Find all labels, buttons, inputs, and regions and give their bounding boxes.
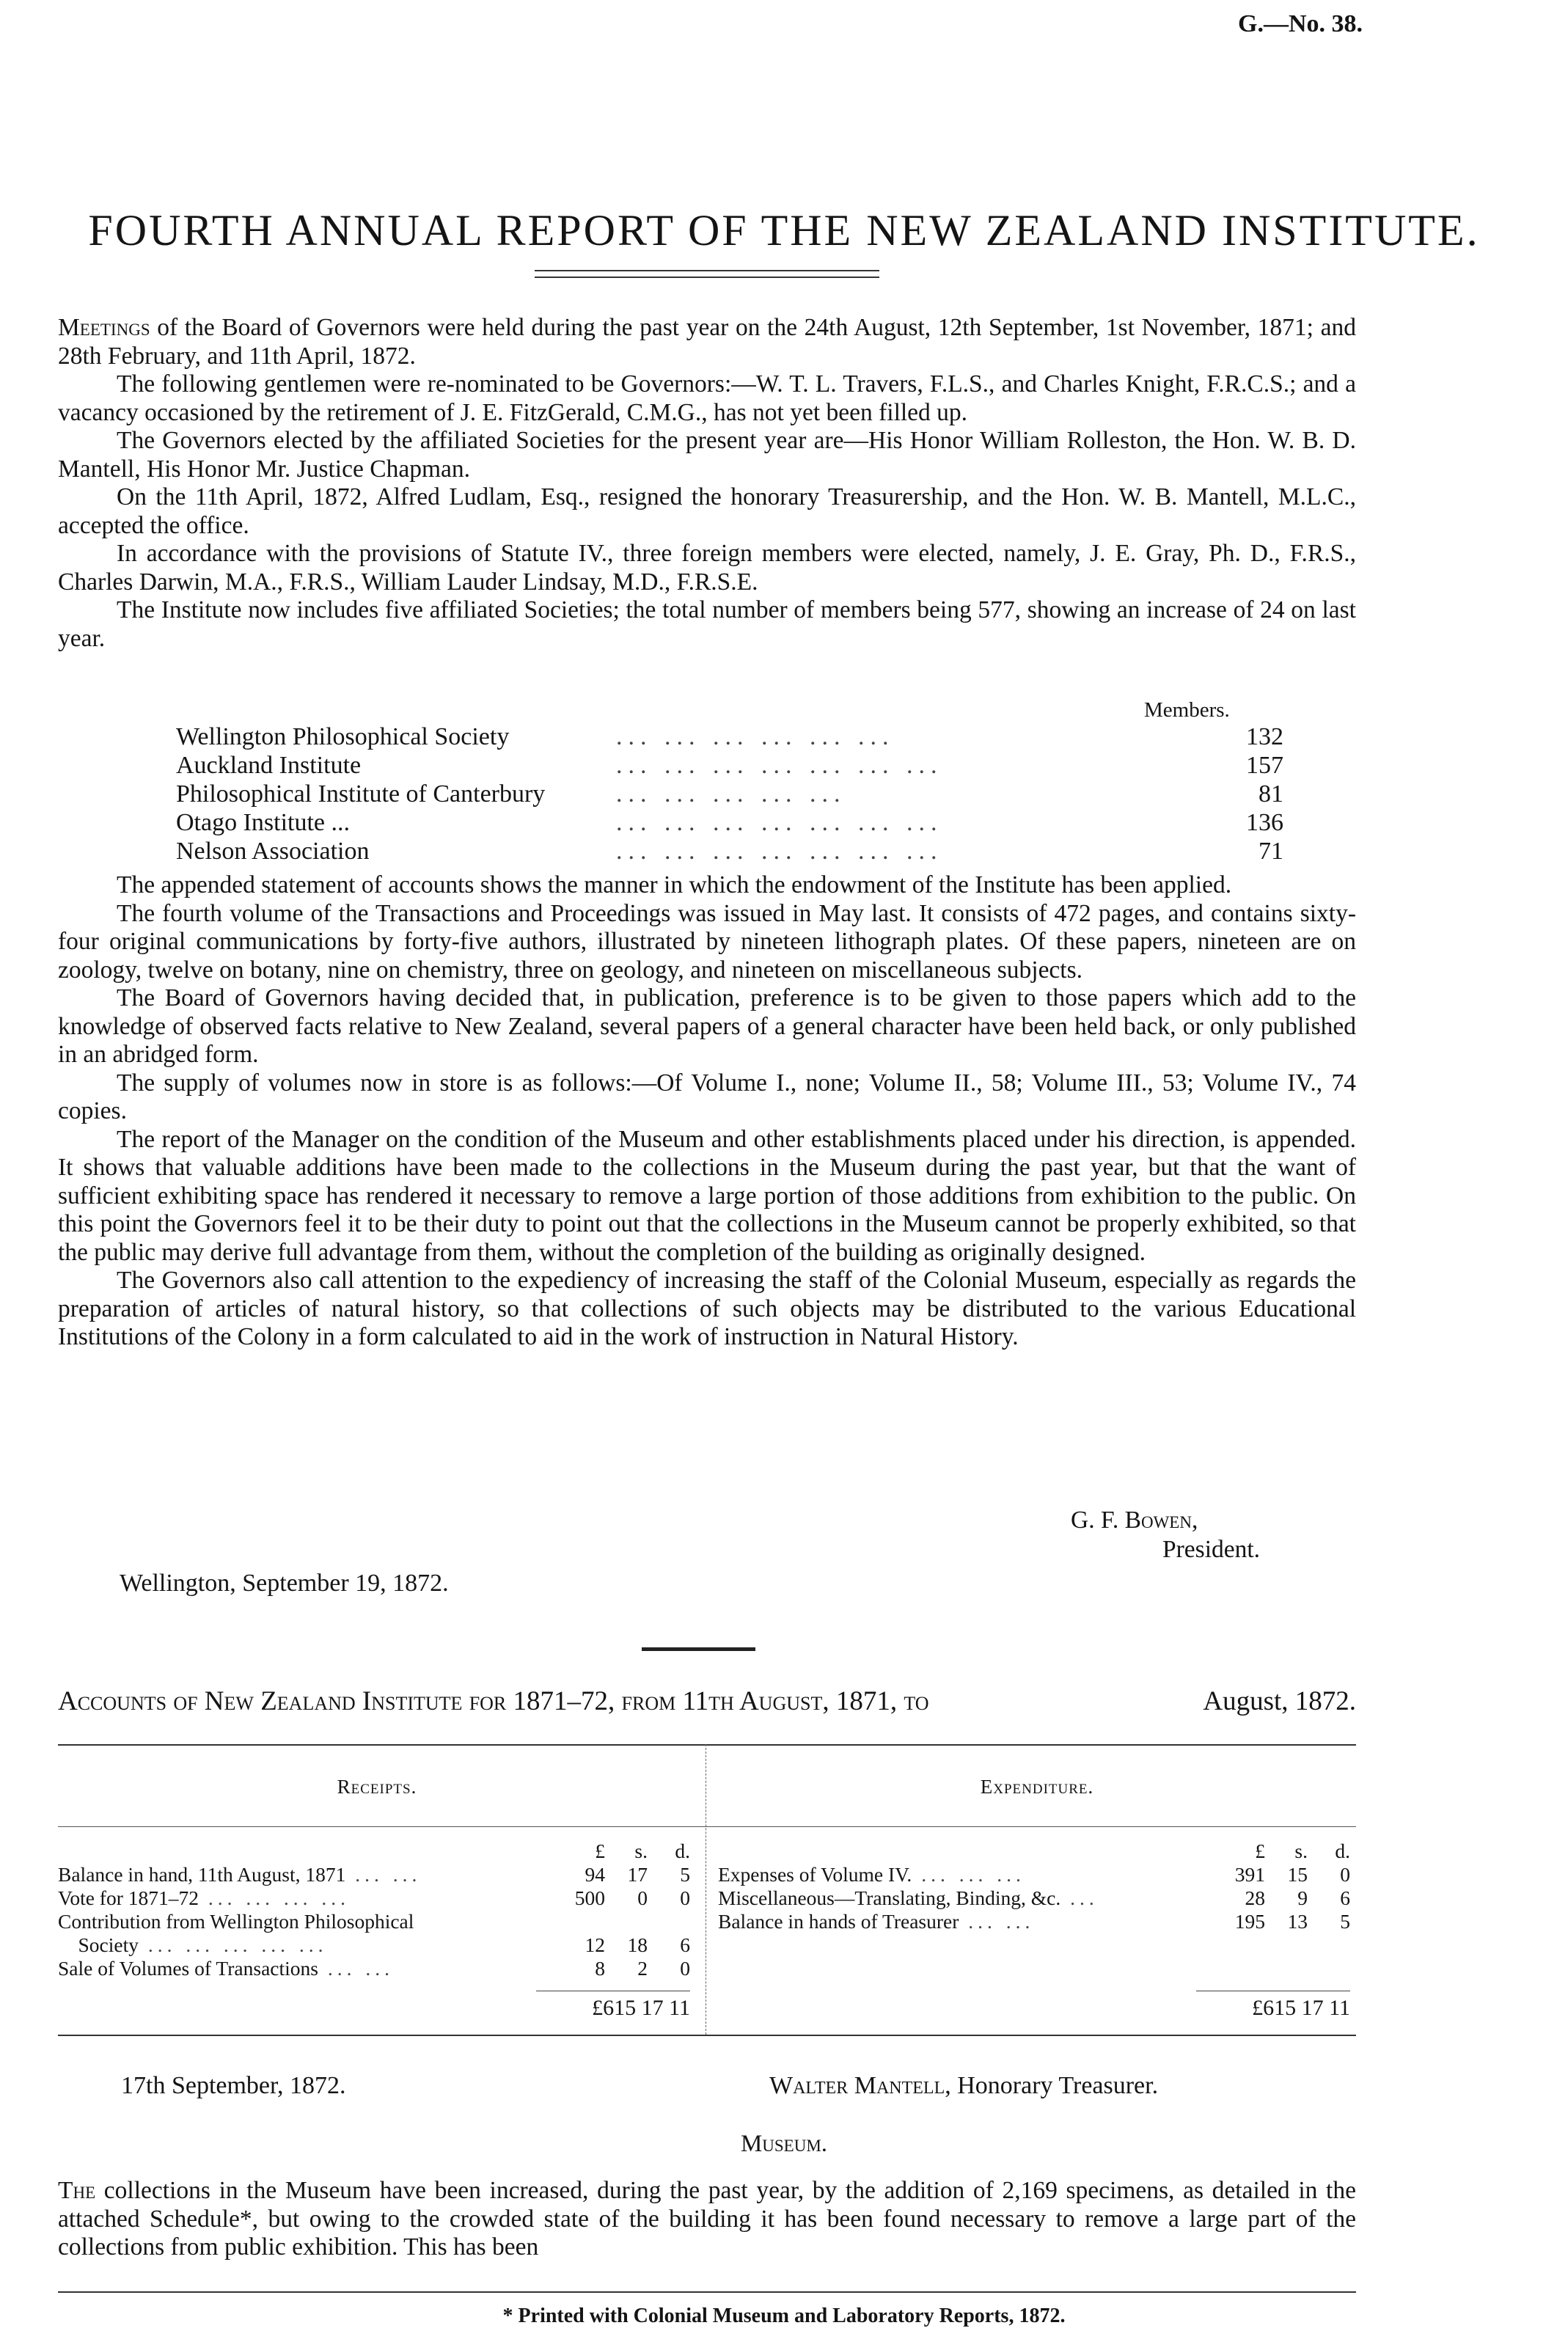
expenditure-column bbox=[718, 1744, 1356, 2035]
expenditure-row: Miscellaneous—Translating, Binding, &c. ... 28 9 6 bbox=[718, 1886, 1350, 1909]
museum-lead-word: The bbox=[58, 2177, 96, 2204]
footnote: * Printed with Colonial Museum and Laboratory Reports, 1872. bbox=[502, 2305, 1066, 2327]
receipt-row: Contribution from Wellington Philosophical bbox=[58, 1910, 414, 1933]
intro-paragraph-4: On the 11th April, 1872, Alfred Ludlam, Esq., resigned the honorary Treasurership, and the Hon. W. B. Mantell, M.L.C., accepted the office. bbox=[58, 483, 1356, 539]
society-name: Auckland Institute bbox=[176, 752, 362, 779]
intro-paragraph-2: The following gentlemen were re-nominated to be Governors:—W. T. L. Travers, F.L.S., and Charles Knight, F.R.C.S.; and a vacancy occasioned by the retirement of J. E. FitzGerald, C.M.G., has not yet been filled up. bbox=[58, 370, 1356, 426]
intro-paragraph-1: Meetings of the Board of Governors were held during the past year on the 24th August, 12th September, 1st November, 1871; and 28th February, and 11th April, 1872. bbox=[58, 314, 1356, 370]
receipts-heading: Receipts. bbox=[337, 1776, 417, 1798]
body-paragraph: The supply of volumes now in store is as follows:—Of Volume I., none; Volume II., 58; Volume III., 53; Volume IV., 74 copies. bbox=[58, 1069, 1356, 1124]
expenditure-row: Balance in hands of Treasurer ... ... 195 13 5 bbox=[718, 1910, 1350, 1933]
paper-number: G.—No. 38. bbox=[1238, 10, 1363, 37]
body-paragraph: The fourth volume of the Transactions and Proceedings was issued in May last. It consists of 472 pages, and contains sixty-four original communications by forty-five authors, illustrated by nineteen lithograph plates. Of these papers, nineteen are on zoology, twelve on botany, nine on chemistry, three on geology, and nineteen on miscellaneous subjects. bbox=[58, 899, 1356, 984]
intro-paragraph-5: In accordance with the provisions of Statute IV., three foreign members were elected, namely, J. E. Gray, Ph. D., F.R.S., Charles Darwin, M.A., F.R.S., William Lauder Lindsay, M.D., F.R.S.E. bbox=[58, 540, 1356, 596]
museum-paragraph: The collections in the Museum have been increased, during the past year, by the addition of 2,169 specimens, as detailed in the attached Schedule*, but owing to the crowded state of the building it has been found necessary to remove a large part of the collections from public exhibition. This has been bbox=[58, 2177, 1356, 2261]
report-body bbox=[58, 871, 1356, 1352]
member-count: 157 bbox=[1246, 752, 1283, 779]
intro-section bbox=[58, 314, 1356, 653]
receipts-total: £615 17 11 bbox=[592, 1996, 690, 2020]
accounts-title: Accounts of New Zealand Institute for 1871–72, from 11th August, 1871, to August, 1872. bbox=[58, 1686, 1356, 1716]
society-name: Wellington Philosophical Society bbox=[176, 723, 510, 750]
receipt-row: Society ... ... ... ... ... 12 18 6 bbox=[58, 1933, 690, 1956]
page-title: FOURTH ANNUAL REPORT OF THE NEW ZEALAND INSTITUTE. bbox=[88, 206, 1480, 255]
museum-section bbox=[58, 2177, 1356, 2262]
currency-units: £ s. d. bbox=[1255, 1840, 1350, 1862]
signature-block bbox=[1071, 1506, 1260, 1564]
signature-title: President. bbox=[1162, 1536, 1261, 1563]
intro-paragraph-3: The Governors elected by the affiliated Societies for the present year are—His Honor William Rolleston, the Hon. W. B. D. Mantell, His Honor Mr. Justice Chapman. bbox=[58, 427, 1356, 483]
members-row: Auckland Institute ... ... ... ... ... ... ... 157 bbox=[176, 752, 1283, 779]
treasurer-date: 17th September, 1872. bbox=[121, 2072, 346, 2099]
society-name: Nelson Association bbox=[176, 838, 370, 865]
society-name: Philosophical Institute of Canterbury bbox=[176, 780, 546, 808]
currency-units: £ s. d. bbox=[595, 1840, 690, 1862]
place-date: Wellington, September 19, 1872. bbox=[120, 1570, 449, 1597]
accounts-table bbox=[58, 1744, 1356, 2038]
signature-name: G. F. Bowen, bbox=[1071, 1507, 1198, 1534]
member-count: 81 bbox=[1259, 780, 1283, 808]
member-count: 71 bbox=[1259, 838, 1283, 865]
body-paragraph: The Governors also call attention to the expediency of increasing the staff of the Colonial Museum, especially as regards the preparation of articles of natural history, so that collections of such objects may be distributed to the various Educational Institutions of the Colony in a form calculated to aid in the work of instruction in Natural History. bbox=[58, 1267, 1356, 1350]
expenditure-row: Expenses of Volume IV. ... ... ... 391 15 0 bbox=[718, 1863, 1350, 1886]
section-rule bbox=[642, 1647, 755, 1651]
receipt-row: Balance in hand, 11th August, 1871 ... ... 94 17 5 bbox=[58, 1863, 690, 1886]
body-paragraph: The report of the Manager on the condition of the Museum and other establishments placed under his direction, is appended. It shows that valuable additions have been made to the collections in the Museum during the past year, but that the want of sufficient exhibiting space has rendered it necessary to remove a large portion of those additions from exhibition to the public. On this point the Governors feel it to be their duty to point out that the collections in the Museum cannot be properly exhibited, so that the public may derive full advantage from them, without the completion of the building as originally designed. bbox=[58, 1125, 1356, 1266]
title-rule bbox=[535, 270, 879, 278]
members-row: Nelson Association ... ... ... ... ... ... ... 71 bbox=[176, 838, 1283, 865]
receipts-column bbox=[58, 1744, 696, 2035]
expenditure-heading: Expenditure. bbox=[980, 1776, 1094, 1798]
body-paragraph: The appended statement of accounts shows the manner in which the endowment of the Institute has been applied. bbox=[117, 871, 1232, 898]
receipt-row: Vote for 1871–72 ... ... ... ... 500 0 0 bbox=[58, 1886, 690, 1909]
society-name: Otago Institute ... bbox=[176, 809, 351, 836]
members-heading: Members. bbox=[1144, 698, 1230, 722]
treasurer-name: Walter Mantell bbox=[769, 2072, 945, 2099]
expenditure-total: £615 17 11 bbox=[1252, 1996, 1350, 2020]
members-row: Wellington Philosophical Society ... ... ... ... ... ... 132 bbox=[176, 723, 1283, 750]
members-row: Otago Institute ... ... ... ... ... ... ... ... 136 bbox=[176, 809, 1283, 836]
treasurer-role: , Honorary Treasurer. bbox=[945, 2072, 1159, 2099]
member-count: 136 bbox=[1246, 809, 1283, 836]
museum-heading: Museum. bbox=[740, 2131, 828, 2157]
receipt-row: Sale of Volumes of Transactions ... ... 8 2 0 bbox=[58, 1957, 690, 1980]
footnote-rule bbox=[58, 2291, 1356, 2293]
members-row: Philosophical Institute of Canterbury ... ... ... ... ... 81 bbox=[176, 780, 1283, 808]
intro-paragraph-6: The Institute now includes five affiliated Societies; the total number of members being 577, showing an increase of 24 on last year. bbox=[58, 596, 1356, 652]
member-count: 132 bbox=[1246, 723, 1283, 750]
accounts-title-end: August, 1872. bbox=[1203, 1686, 1356, 1716]
treasurer-signature bbox=[769, 2072, 1158, 2100]
members-list bbox=[176, 722, 1283, 865]
body-paragraph: The Board of Governors having decided that, in publication, preference is to be given to those papers which add to the knowledge of observed facts relative to New Zealand, several papers of a general character have been held back, or only published in an abridged form. bbox=[58, 984, 1356, 1068]
intro-lead-word: Meetings bbox=[58, 314, 150, 341]
